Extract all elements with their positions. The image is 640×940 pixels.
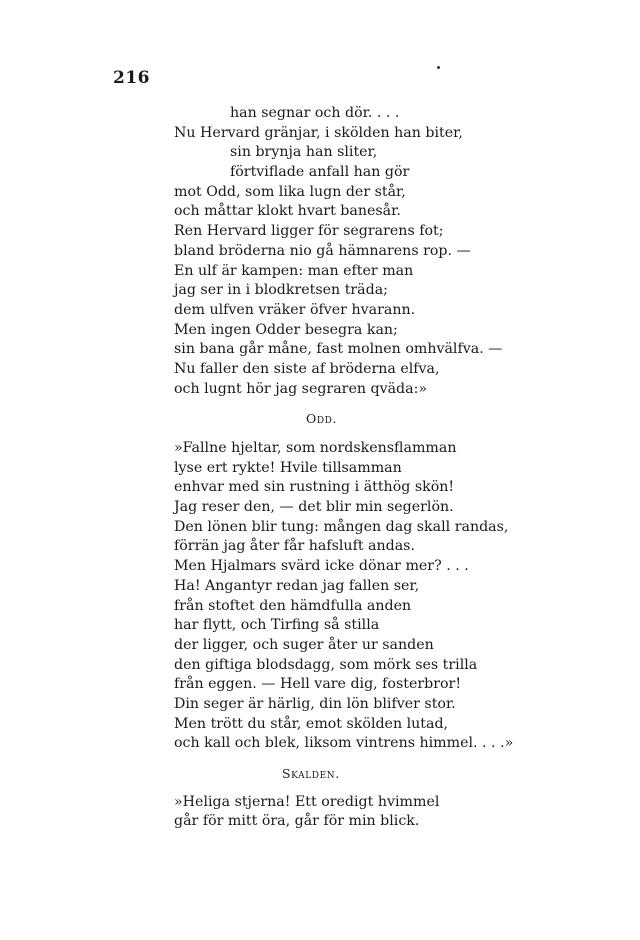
verse-line: förrän jag åter får hafsluft andas. <box>174 538 415 555</box>
verse-line: Nu Hervard gränjar, i skölden han biter, <box>174 124 463 141</box>
verse-line: der ligger, och suger åter ur sanden <box>174 636 434 653</box>
print-speck <box>437 66 440 69</box>
verse-line: Jag reser den, — det blir min segerlön. <box>174 499 454 516</box>
verse-line: Men trött du står, emot skölden lutad, <box>174 715 449 732</box>
verse-line: och kall och blek, liksom vintrens himmel. . . .» <box>174 735 514 752</box>
verse-line: Nu faller den siste af bröderna elfva, <box>174 360 440 377</box>
poem-text <box>174 104 574 832</box>
verse-line: går för mitt öra, går för min blick. <box>174 813 420 830</box>
verse-line: förtviflade anfall han gör <box>230 164 410 181</box>
verse-line: »Heliga stjerna! Ett oredigt hvimmel <box>174 793 440 810</box>
verse-line: bland bröderna nio gå hämnarens rop. — <box>174 242 471 259</box>
verse-line: En ulf är kampen: man efter man <box>174 262 414 279</box>
verse-line: sin brynja han sliter, <box>230 144 378 161</box>
page-number: 216 <box>113 68 150 88</box>
verse-line: från eggen. — Hell vare dig, fosterbror! <box>174 676 462 693</box>
verse-line: dem ulfven vräker öfver hvarann. <box>174 301 416 318</box>
verse-line: »Fallne hjeltar, som nordskensflamman <box>174 440 457 456</box>
verse-line: och måttar klokt hvart banesår. <box>174 203 401 220</box>
verse-line: jag ser in i blodkretsen träda; <box>174 282 388 299</box>
speaker-heading-odd: Odd. <box>306 411 338 427</box>
verse-line: Men Hjalmars svärd icke dönar mer? . . . <box>174 558 469 575</box>
verse-line: lyse ert rykte! Hvile tillsamman <box>174 459 402 476</box>
verse-line: Ha! Angantyr redan jag fallen ser, <box>174 577 420 594</box>
verse-line: Ren Hervard ligger för segrarens fot; <box>174 223 444 240</box>
verse-line: Din seger är härlig, din lön blifver stor. <box>174 695 456 712</box>
verse-line: Men ingen Odder besegra kan; <box>174 321 398 338</box>
verse-line: han segnar och dör. . . . <box>230 105 400 121</box>
verse-line: mot Odd, som lika lugn der står, <box>174 183 406 200</box>
verse-line: sin bana går måne, fast molnen omhvälfva. — <box>174 341 503 358</box>
verse-line: enhvar med sin rustning i ätthög skön! <box>174 479 455 496</box>
speaker-heading-skalden: Skalden. <box>282 766 340 781</box>
verse-line: från stoftet den hämdfulla anden <box>174 597 412 614</box>
verse-line: den giftiga blodsdagg, som mörk ses trilla <box>174 656 478 673</box>
verse-line: och lugnt hör jag segraren qväda:» <box>174 380 428 397</box>
verse-line: har flytt, och Tirfing så stilla <box>174 617 380 634</box>
verse-line: Den lönen blir tung: mången dag skall randas, <box>174 518 509 535</box>
